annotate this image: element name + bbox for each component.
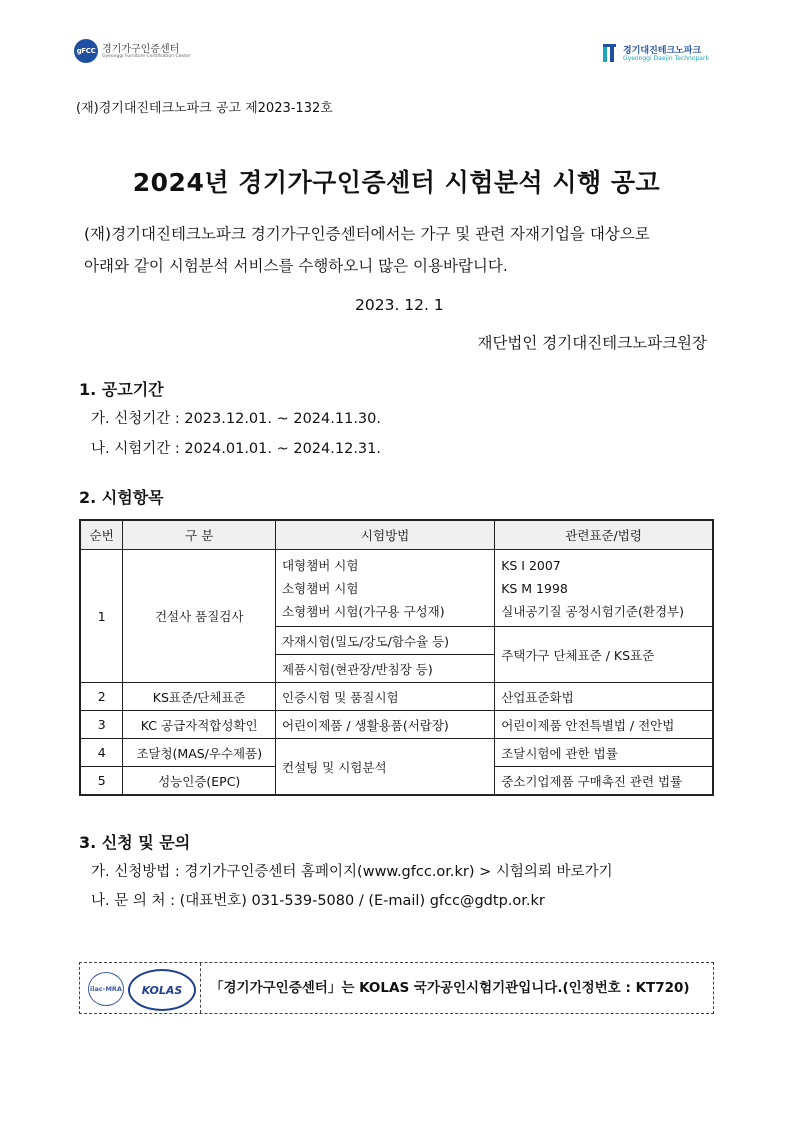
section-3-heading: 3. 신청 및 문의: [79, 833, 191, 852]
gfcc-logo: [74, 38, 191, 68]
std-indoor-air: 실내공기질 공정시험기준(환경부): [501, 603, 684, 619]
method-small-chamber: 소형챔버 시험: [281, 580, 359, 596]
intro-line-2: 아래와 같이 시험분석 서비스를 수행하오니 많은 이용바랍니다.: [84, 257, 508, 275]
row-4-category: 조달청(MAS/우수제품): [123, 739, 276, 767]
row-2-method: 인증시험 및 품질시험: [275, 683, 494, 711]
kolas-icon: [128, 969, 196, 1011]
gfcc-logo-subtitle: Gyeonggi Furniture Certification Center: [102, 54, 191, 59]
table-row: [80, 550, 713, 627]
application-period: 가. 신청기간 : 2023.12.01. ~ 2024.11.30.: [91, 411, 381, 427]
test-period: 나. 시험기간 : 2024.01.01. ~ 2024.12.31.: [91, 441, 381, 457]
row-2-no: 2: [80, 683, 123, 711]
std-ks-i-2007: KS I 2007: [501, 557, 561, 573]
table-row: [80, 711, 713, 739]
row-4-5-method: 컨설팅 및 시험분석: [275, 739, 494, 796]
row-1-standard-housing: 주택가구 단체표준 / KS표준: [495, 627, 713, 683]
row-1-standards-chamber: [495, 550, 713, 627]
row-1-category: 건설사 품질검사: [123, 550, 276, 683]
contact-info: 나. 문 의 처 : (대표번호) 031-539-5080 / (E-mail) gfcc@gdtp.or.kr: [91, 893, 545, 909]
header-category: 구 분: [123, 520, 276, 550]
table-row: [80, 683, 713, 711]
accreditation-logos: [80, 963, 201, 1013]
technopark-mark-icon: [601, 42, 621, 64]
table-header-row: [80, 520, 713, 550]
std-ks-m-1998: KS M 1998: [501, 580, 568, 596]
technopark-logo-subtitle: Gyeonggi Daejin Technopark: [623, 55, 709, 62]
row-3-no: 3: [80, 711, 123, 739]
intro-paragraph: [84, 218, 724, 282]
header-method: 시험방법: [275, 520, 494, 550]
row-1-method-material: 자재시험(밀도/강도/함수율 등): [275, 627, 494, 655]
intro-line-1: (재)경기대진테크노파크 경기가구인증센터에서는 가구 및 관련 자재기업을 대상으로: [84, 225, 650, 243]
test-items-table: [79, 519, 714, 796]
row-4-standard: 조달시험에 관한 법률: [495, 739, 713, 767]
method-small-chamber-furniture: 소형챔버 시험(가구용 구성재): [281, 603, 445, 619]
notice-number: (재)경기대진테크노파크 공고 제2023-132호: [76, 101, 333, 116]
method-large-chamber: 대형챔버 시험: [281, 557, 359, 573]
row-3-category: KC 공급자적합성확인: [123, 711, 276, 739]
header-standard: 관련표준/법령: [495, 520, 713, 550]
kolas-message: 「경기가구인증센터」는 KOLAS 국가공인시험기관입니다.(인정번호 : KT720): [210, 980, 690, 996]
row-5-category: 성능인증(EPC): [123, 767, 276, 796]
row-2-standard: 산업표준화법: [495, 683, 713, 711]
row-2-category: KS표준/단체표준: [123, 683, 276, 711]
technopark-logo-name: 경기대진테크노파크: [623, 46, 702, 56]
row-4-no: 4: [80, 739, 123, 767]
row-1-methods-chamber: [275, 550, 494, 627]
table-row: [80, 739, 713, 767]
section-1-heading: 1. 공고기간: [79, 380, 164, 399]
technopark-logo: [601, 42, 731, 66]
row-1-method-product: 제품시험(현관장/반침장 등): [275, 655, 494, 683]
ilac-mra-icon: ilac-MRA: [88, 972, 124, 1006]
section-2-heading: 2. 시험항목: [79, 488, 164, 507]
notice-date: 2023. 12. 1: [355, 296, 444, 314]
kolas-notice-box: [79, 962, 714, 1014]
issuer: 재단법인 경기대진테크노파크원장: [477, 334, 707, 352]
kolas-label: KOLAS: [141, 983, 183, 997]
gfcc-logo-name: 경기가구인증센터: [102, 44, 180, 55]
row-3-method: 어린이제품 / 생활용품(서랍장): [275, 711, 494, 739]
gfcc-badge-icon: gFCC: [74, 39, 98, 63]
page-title: 2024년 경기가구인증센터 시험분석 시행 공고: [132, 168, 661, 197]
row-5-standard: 중소기업제품 구매촉진 관련 법률: [495, 767, 713, 796]
row-1-no: 1: [80, 550, 123, 683]
header-no: 순번: [80, 520, 123, 550]
row-5-no: 5: [80, 767, 123, 796]
application-method: 가. 신청방법 : 경기가구인증센터 홈페이지(www.gfcc.or.kr) > 시험의뢰 바로가기: [91, 864, 613, 880]
row-3-standard: 어린이제품 안전특별법 / 전안법: [495, 711, 713, 739]
